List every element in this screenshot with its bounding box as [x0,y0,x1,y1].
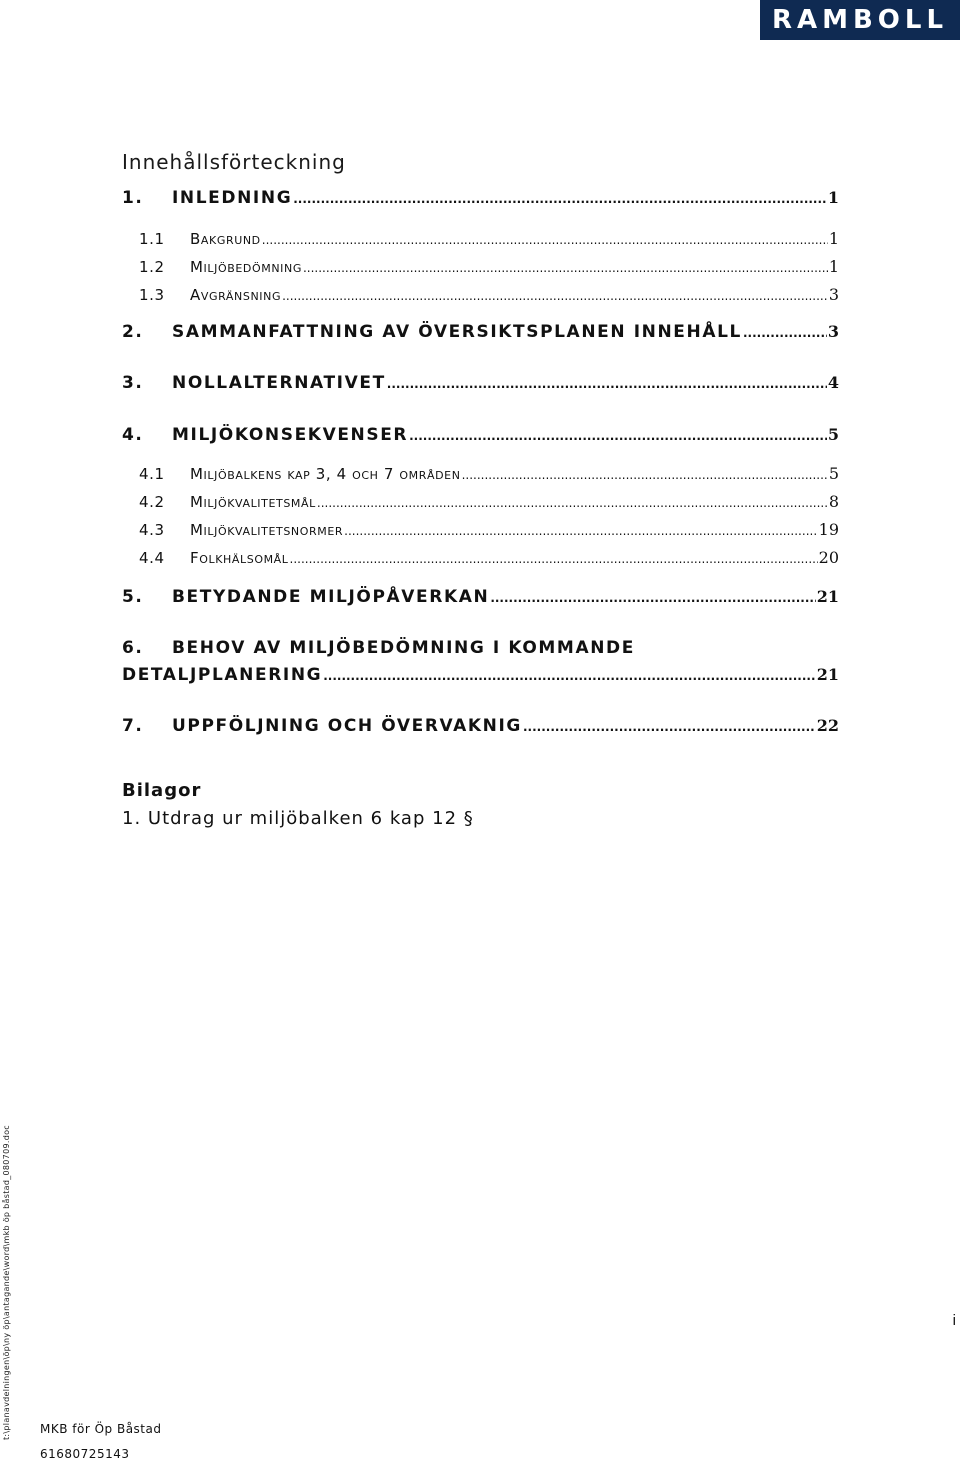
dot-leader [409,429,827,443]
dot-leader [344,524,818,538]
toc-entry-text: Bakgrund [190,230,261,248]
toc-entry-1-1[interactable] [139,229,839,248]
toc-entry-text: INLEDNING [172,188,293,208]
dot-leader [290,552,818,566]
toc-entry-text: Avgränsning [190,286,282,304]
dot-leader [303,261,828,275]
dot-leader [317,496,828,510]
toc-entry-text-line2: DETALJPLANERING [122,665,323,685]
toc-entry-number: 7. [122,716,144,736]
dot-leader [387,377,827,391]
dot-leader [462,468,828,482]
dot-leader [743,326,827,340]
toc-entry-page: 21 [816,665,839,684]
toc-entry-page: 1 [827,188,839,207]
toc-entry-text-line1: BEHOV AV MILJÖBEDÖMNING I KOMMANDE [172,638,635,658]
toc-entry-7[interactable] [122,716,839,736]
toc-entry-page: 3 [827,322,839,341]
toc-entry-1-3[interactable] [139,285,839,304]
toc-entry-text: UPPFÖLJNING OCH ÖVERVAKNIG [172,716,522,736]
toc-entry-4-1[interactable] [139,464,839,483]
toc-entry-page: 5 [828,464,839,483]
toc-entry-6[interactable] [122,638,839,685]
dot-leader [262,233,828,247]
page-number: i [952,1312,956,1329]
toc-entry-4-3[interactable] [139,520,839,539]
toc-entry-number: 4.3 [139,521,165,539]
toc-entry-number: 1.1 [139,230,165,248]
toc-entry-text: BETYDANDE MILJÖPÅVERKAN [172,587,490,607]
ramboll-logo: RAMBOLL [760,0,960,40]
toc-entry-page: 8 [828,492,839,511]
toc-entry-number: 6. [122,638,144,658]
toc-entry-number: 4. [122,425,144,445]
toc-entry-page: 22 [816,716,839,735]
toc-entry-number: 3. [122,373,144,393]
toc-entry-page: 4 [827,373,839,392]
toc-entry-page: 1 [828,229,839,248]
dot-leader [490,591,815,605]
toc-entry-page: 1 [828,257,839,276]
toc-entry-text: MILJÖKONSEKVENSER [172,425,409,445]
toc-entry-text: Miljökvalitetsmål [190,493,316,511]
toc-entry-3[interactable] [122,373,839,393]
toc-entry-text: Folkhälsomål [190,549,289,567]
toc-entry-2[interactable] [122,322,839,342]
toc-entry-number: 5. [122,587,144,607]
footer-document-number: 61680725143 [40,1447,130,1461]
toc-entry-number: 1.3 [139,286,165,304]
toc-entry-4-2[interactable] [139,492,839,511]
toc-entry-4-4[interactable] [139,548,839,567]
toc-entry-text: SAMMANFATTNING AV ÖVERSIKTSPLANEN INNEHÅLL [172,322,742,342]
toc-entry-4[interactable] [122,425,839,445]
toc-entry-text: NOLLALTERNATIVET [172,373,386,393]
dot-leader [523,720,816,734]
file-path-label: t:\planavdelningen\öp\ny öp\antagande\word\mkb öp båstad_080709.doc [2,1125,11,1440]
dot-leader [323,669,816,683]
toc-entry-page: 3 [828,285,839,304]
toc-entry-number: 4.2 [139,493,165,511]
toc-entry-page: 19 [818,520,839,539]
toc-entry-text: Miljöbedömning [190,258,302,276]
toc-entry-page: 20 [818,548,839,567]
footer-document-title: MKB för Öp Båstad [40,1422,162,1436]
toc-entry-5[interactable] [122,587,839,607]
toc-entry-page: 21 [816,587,839,606]
appendix-item-1: 1. Utdrag ur miljöbalken 6 kap 12 § [122,808,474,829]
toc-entry-number: 4.4 [139,549,165,567]
toc-entry-number: 1. [122,188,144,208]
toc-entry-1-2[interactable] [139,257,839,276]
toc-entry-text: Miljöbalkens kap 3, 4 och 7 områden [190,465,461,483]
dot-leader [293,192,827,206]
toc-entry-page: 5 [827,425,839,444]
toc-heading: Innehållsförteckning [122,150,346,174]
toc-entry-number: 1.2 [139,258,165,276]
toc-entry-number: 2. [122,322,144,342]
appendices-heading: Bilagor [122,780,202,801]
toc-entry-text: Miljökvalitetsnormer [190,521,344,539]
dot-leader [282,289,828,303]
toc-entry-number: 4.1 [139,465,165,483]
toc-entry-1[interactable] [122,188,839,208]
